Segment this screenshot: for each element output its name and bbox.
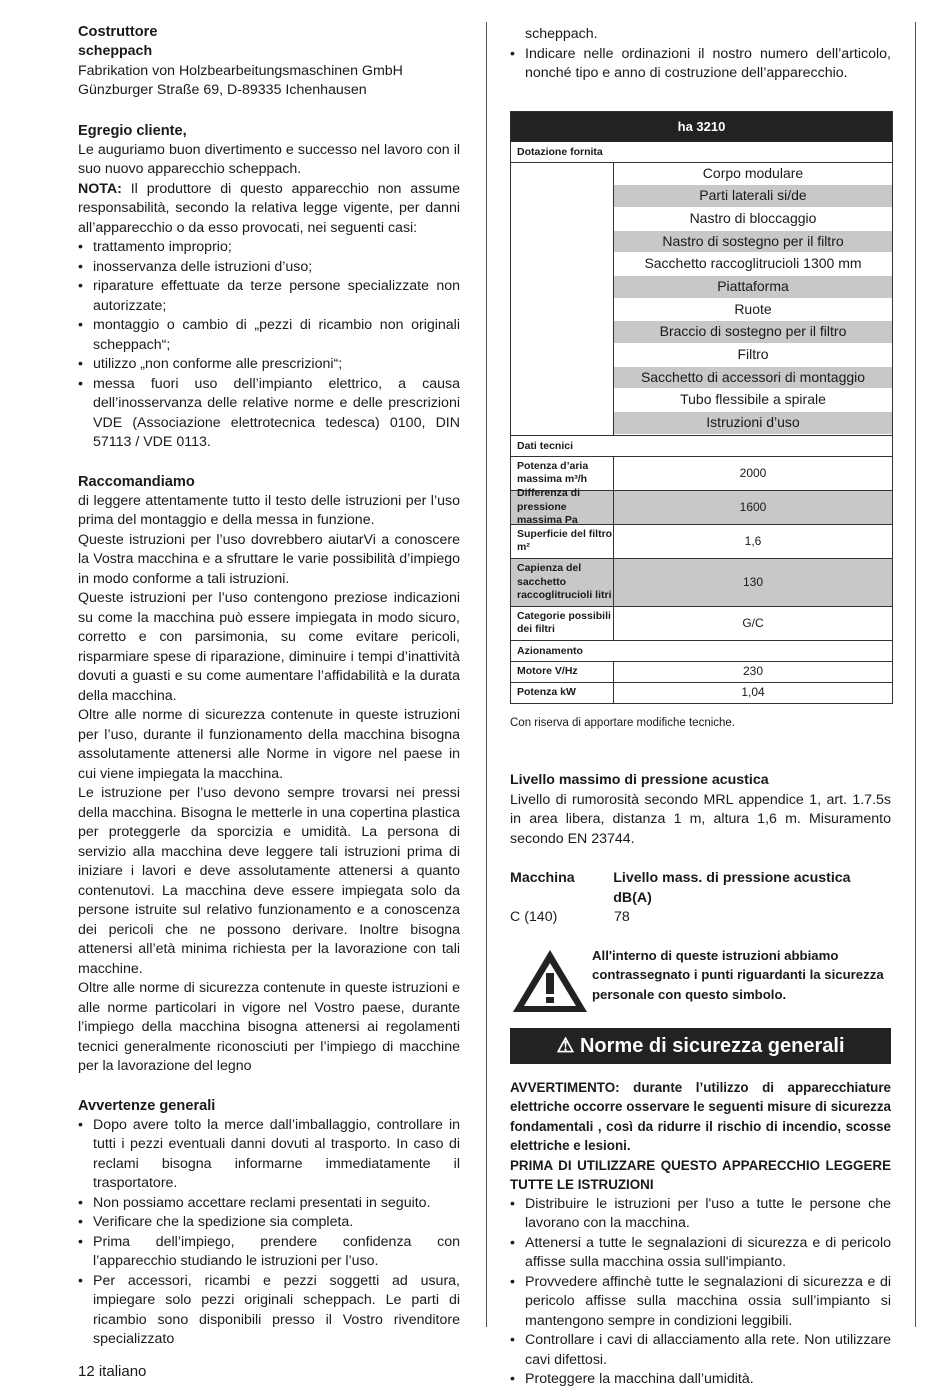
list-item: • riparature effettuate da terze persone specializzate non autorizzate; [78, 277, 460, 316]
drive-section-label: Azionamento [511, 640, 892, 661]
row-value: G/C [742, 615, 764, 630]
list-item: • messa fuori uso dell’impianto elettrico, a causa dell’inosservanza delle relative norme e delle prescrizioni VDE (Associazione elettrotecnica tedesca) 0100, DIN 57113 / VDE 0113. [78, 375, 460, 453]
list-item: • Controllare i cavi di allacciamento alla rete. Non utilizzare cavi difettosi. [510, 1331, 891, 1370]
warning-icon: ⚠ [556, 1034, 575, 1057]
dear-customer-text: Le auguriamo buon divertimento e successo nel lavoro con il suo nuovo apparecchio scheppach. [78, 141, 460, 177]
table-row [511, 682, 892, 703]
read-instructions-note: PRIMA DI UTILIZZARE QUESTO APPARECCHIO LEGGERE TUTTE LE ISTRUZIONI [510, 1157, 891, 1193]
general-notes-title: Avvertenze generali [78, 1097, 216, 1114]
scope-item: Nastro di bloccaggio [614, 208, 892, 231]
column-divider-right [915, 22, 916, 1327]
warning-triangle-icon [510, 946, 590, 1016]
nota-list [78, 238, 460, 453]
continued-line: scheppach. [525, 26, 598, 42]
recommend-paragraph: Queste istruzioni per l’uso dovrebbero aiutarVi a conoscere la Vostra macchina e a sfruttare le varie possibilità d’impiego in modo conforme a tali istruzioni. [78, 531, 460, 587]
manufacturer-line-2: Günzburger Straße 69, D-89335 Ichenhausen [78, 82, 367, 98]
row-value: 1,04 [741, 685, 765, 699]
table-row [511, 606, 892, 640]
reserve-note: Con riserva di apportare modifiche tecniche. [510, 716, 736, 729]
sound-text: Livello di rumorosità secondo MRL appendice 1, art. 1.7.5s in area libera, distanza 1 m, altura 1,6 m. Misuramento secondo EN 23744. [510, 791, 891, 847]
tech-section-label: Dati tecnici [511, 435, 892, 456]
scope-item: Corpo modulare [614, 163, 892, 186]
recommend-paragraph: Le istruzione per l’uso devono sempre trovarsi nei pressi della macchina. Bisogna le metterle in una copertina plastica per proteggerle da sporcizia e umidità. La persona di servizio alla macchina deve leggere tali istruzioni prima di iniziare i lavori e deve assolutamente attenersi a quanto contenutovi. La macchina deve essere impiegata solo da persone istruite sul relativo funzionamento e a conoscenza dei pericoli che ne possono derivare. Inoltre bisogna attenersi all’età minima richiesta per la lavorazione con tali macchine. [78, 785, 460, 977]
right-column [510, 25, 891, 1390]
scope-section-label: Dotazione fornita [517, 145, 603, 158]
sound-level-value: 78 [614, 909, 630, 926]
left-column [78, 22, 460, 1350]
sound-col-level: Livello mass. di pressione acustica dB(A) [613, 870, 851, 906]
table-row [511, 487, 892, 526]
scope-item: Filtro [614, 344, 892, 367]
row-label: Potenza d’aria massima m³/h [511, 457, 614, 490]
technical-table [510, 111, 893, 704]
warning-paragraph: AVVERTIMENTO: durante l’utilizzo di apparecchiature elettriche occorre osservare le seguenti misure di sicurezza fondamentali , così da ridurre il rischio di incendio, scosse elettriche e lesioni. [510, 1079, 891, 1154]
scope-item: Istruzioni d’uso [614, 412, 892, 435]
list-item: • montaggio o cambio di „pezzi di ricambio non originali scheppach“; [78, 316, 460, 355]
row-label: Differenza di pressione massima Pa [511, 491, 614, 524]
manufacturer-title: Costruttore [78, 24, 158, 40]
row-label: Motore V/Hz [511, 662, 614, 682]
sound-title: Livello massimo di pressione acustica [510, 772, 769, 789]
manufacturer-line-1: Fabrikation von Holzbearbeitungsmaschinen GmbH [78, 62, 403, 79]
row-value: 1600 [614, 491, 892, 524]
nota-paragraph [78, 180, 460, 239]
row-label: Categorie possibili dei filtri [511, 607, 614, 640]
manufacturer-name: scheppach [78, 43, 153, 59]
row-value: 130 [614, 559, 892, 606]
scope-item: Ruote [614, 299, 892, 322]
column-divider-left [486, 22, 487, 1327]
recommend-paragraph: di leggere attentamente tutto il testo delle istruzioni per l’uso prima del montaggio e della messa in funzione. [78, 492, 460, 528]
row-value: 2000 [739, 465, 767, 480]
row-label: Capienza del sacchetto raccoglitrucioli litri [511, 559, 614, 606]
scope-item: Tubo flessibile a spirale [614, 389, 892, 412]
scope-item: Sacchetto raccoglitrucioli 1300 mm [614, 253, 892, 276]
scope-row [511, 162, 892, 435]
recommend-paragraph: Queste istruzioni per l’uso contengono preziose indicazioni su come la macchina può essere impiegata in modo sicuro, corretto e con parsimonia, su come evitare pericoli, risparmiare spese di riparazione, diminuire i tempi d’inattività dovuti a guasti e su come aumentare l’affidabilità e la durata della macchina. [78, 590, 460, 704]
list-item: • Verificare che la spedizione sia completa. [78, 1213, 460, 1233]
recommend-paragraph: Oltre alle norme di sicurezza contenute in queste istruzioni e alle norme particolari in vigore nel Vostro paese, durante l’impiego della macchina bisogna attenersi ai regolamenti tecnici generalmente riconosciuti per l’impiego di macchine per la lavorazione del legno [78, 980, 460, 1074]
list-item: • inosservanza delle istruzioni d’uso; [78, 258, 460, 278]
dear-customer-title: Egregio cliente, [78, 122, 187, 139]
safety-list [510, 1195, 891, 1390]
safety-banner-title: Norme di sicurezza generali [579, 1034, 845, 1057]
page-footer: 12 italiano [78, 1363, 147, 1380]
warning-text: All'interno di queste istruzioni abbiamo contrassegnato i punti riguardanti la sicurezza personale con questo simbolo. [592, 947, 884, 1002]
scope-items [614, 163, 892, 435]
table-row [511, 558, 892, 606]
scope-item: Piattaforma [614, 276, 892, 299]
sound-table-header [510, 869, 891, 908]
continued-list [510, 45, 891, 84]
row-value: 1,6 [744, 533, 762, 548]
scope-item: Parti laterali si/de [614, 185, 892, 208]
list-item: • Provvedere affinchè tutte le segnalazioni di sicurezza e di pericolo affisse sulla macchina ossia sull’impianto si mantengono sempre in condizioni leggibili. [510, 1273, 891, 1332]
list-item: • trattamento improprio; [78, 238, 460, 258]
table-model-header: ha 3210 [511, 112, 892, 142]
list-item: • Non possiamo accettare reclami presentati in seguito. [78, 1194, 460, 1214]
row-value: 230 [742, 664, 764, 678]
sound-table-row [510, 908, 891, 928]
list-item: • Proteggere la macchina dall’umidità. [510, 1370, 891, 1390]
list-item: • Indicare nelle ordinazioni il nostro numero dell’articolo, nonché tipo e anno di costruzione dell’apparecchio. [510, 45, 891, 84]
nota-label: NOTA: [78, 180, 122, 197]
sound-col-machine: Macchina [510, 870, 575, 887]
table-row [511, 456, 892, 490]
list-item: • Dopo avere tolto la merce dall’imballaggio, controllare in tutti i pezzi eventuali danni dovuti al trasporto. In caso di reclami bisogna informarne immediatamente il trasportatore. [78, 1116, 460, 1194]
sound-machine-value: C (140) [510, 909, 558, 926]
list-item: • Distribuire le istruzioni per l'uso a tutte le persone che lavorano con la macchina. [510, 1195, 891, 1234]
table-row [511, 524, 892, 558]
recommend-title: Raccomandiamo [78, 473, 195, 490]
warning-note [510, 946, 891, 1016]
scope-item: Sacchetto di accessori di montaggio [614, 367, 892, 390]
scope-item: Nastro di sostegno per il filtro [614, 231, 892, 254]
general-notes-list [78, 1116, 460, 1350]
table-row [511, 661, 892, 682]
list-item: • Attenersi a tutte le segnalazioni di sicurezza e di pericolo affisse sulla macchina ossia sull'impianto. [510, 1234, 891, 1273]
list-item: • Per accessori, ricambi e pezzi soggetti ad usura, impiegare solo pezzi originali scheppach. Le parti di ricambio sono disponibili presso il Vostro rivenditore specializzato [78, 1272, 460, 1350]
nota-text: Il produttore di questo apparecchio non assume responsabilità, secondo la relativa legge vigente, per danni all’apparecchio o da esso provocati, nei seguenti casi: [78, 180, 460, 236]
list-item: • utilizzo „non conforme alle prescrizioni“; [78, 355, 460, 375]
row-label: Superficie del filtro m² [511, 525, 614, 558]
safety-banner [510, 1028, 891, 1064]
list-item: • Prima dell’impiego, prendere confidenza con l’apparecchio studiando le istruzioni per l’uso. [78, 1233, 460, 1272]
scope-item: Braccio di sostegno per il filtro [614, 321, 892, 344]
row-label: Potenza kW [511, 683, 614, 703]
recommend-paragraph: Oltre alle norme di sicurezza contenute in queste istruzioni per l’uso, durante il funzionamento della macchina bisogna assolutamente attenersi alle Norme in vigore nel paese in cui viene impiegata la macchina. [78, 707, 460, 782]
